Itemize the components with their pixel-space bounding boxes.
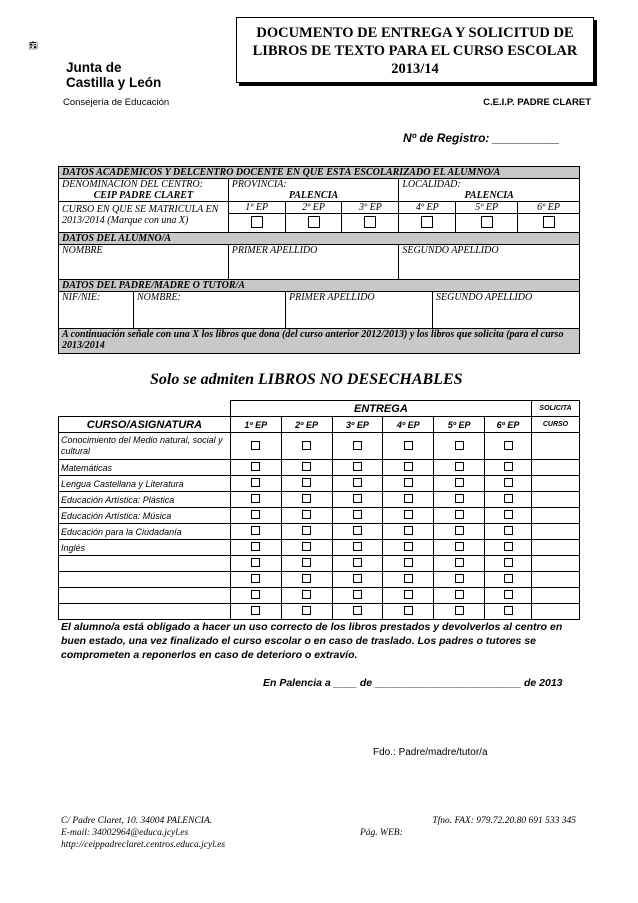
checkbox[interactable] [251,510,260,519]
entrega-cell[interactable] [281,588,332,604]
subject-row [59,476,580,492]
entrega-cell[interactable] [281,604,332,620]
centro-label: DENOMINACIÓN DEL CENTRO: [62,179,203,190]
checkbox[interactable] [251,526,260,535]
entrega-cell[interactable] [434,588,485,604]
checkbox[interactable] [504,590,513,599]
entrega-cell[interactable] [383,588,434,604]
checkbox[interactable] [504,441,513,450]
checkbox[interactable] [353,526,362,535]
footer-pag-web: Pág. WEB: [360,828,403,838]
checkbox[interactable] [251,441,260,450]
checkbox[interactable] [504,510,513,519]
logo-subtitle: Consejería de Educación [63,97,170,108]
subject-row [59,524,580,540]
entrega-grade-1: 1º EP [230,417,281,433]
entrega-cell[interactable] [434,508,485,524]
checkbox[interactable] [353,478,362,487]
entrega-cell[interactable] [332,588,383,604]
entrega-cell[interactable] [281,460,332,476]
checkbox[interactable] [353,462,362,471]
entrega-cell[interactable] [383,524,434,540]
checkbox[interactable] [251,558,260,567]
checkbox[interactable] [504,526,513,535]
entrega-cell[interactable] [434,604,485,620]
solicita-cell[interactable] [531,492,579,508]
apellido1-field[interactable]: PRIMER APELLIDO [228,245,399,280]
apellido2-field[interactable]: SEGUNDO APELLIDO [399,245,580,280]
checkbox[interactable] [251,478,260,487]
entrega-cell[interactable] [332,492,383,508]
logo-line2: Castilla y León [66,75,162,90]
entrega-cell[interactable] [383,508,434,524]
checkbox[interactable] [421,216,433,228]
footer-email: E-mail: 34002964@educa.jcyl.es [61,828,189,838]
checkbox[interactable] [302,558,311,567]
subject-name: Educación Artística: Música [59,508,231,524]
checkbox[interactable] [455,542,464,551]
checkbox[interactable] [404,574,413,583]
entrega-grade-3: 3º EP [332,417,383,433]
academic-data-table [58,166,580,354]
subject-name [59,588,231,604]
solicita-cell[interactable] [531,433,579,460]
checkbox[interactable] [404,526,413,535]
checkbox[interactable] [353,558,362,567]
entrega-cell[interactable] [230,588,281,604]
checkbox[interactable] [251,494,260,503]
checkbox[interactable] [455,478,464,487]
subject-name [59,604,231,620]
footer-left [61,815,225,851]
curso-label: CURSO EN QUE SE MATRICULA EN 2013/2014 (Marque con una X) [59,202,229,233]
footer-address: C/ Padre Claret, 10. 34004 PALENCIA. [61,816,213,826]
entrega-cell[interactable] [383,556,434,572]
checkbox[interactable] [353,510,362,519]
nombre-field[interactable]: NOMBRE [59,245,229,280]
entrega-grade-6: 6º EP [485,417,532,433]
entrega-cell[interactable] [485,476,532,492]
subject-name: Conocimiento del Medio natural, social y cultural [59,433,231,460]
registration-number: Nº de Registro: __________ [403,131,560,145]
section-padre-header: DATOS DEL PADRE/MADRE O TUTOR/A [59,280,580,292]
junta-logo-crest-icon [28,36,68,66]
provincia-cell [228,179,399,202]
checkbox[interactable] [302,542,311,551]
padre-row [59,292,580,329]
subject-row [59,492,580,508]
entrega-cell[interactable] [383,460,434,476]
entrega-cell[interactable] [332,460,383,476]
padre-apellido1-field[interactable]: PRIMER APELLIDO [286,292,433,328]
footer-right [360,815,576,839]
solicita-curso-header: CURSO [531,417,579,433]
entrega-cell[interactable] [230,433,281,460]
checkbox[interactable] [364,216,376,228]
provincia-label: PROVINCIA: [231,179,287,190]
entrega-cell[interactable] [485,540,532,556]
entrega-grade-2: 2º EP [281,417,332,433]
checkbox[interactable] [302,462,311,471]
solicita-cell[interactable] [531,460,579,476]
entrega-cell[interactable] [230,540,281,556]
checkbox[interactable] [404,510,413,519]
checkbox[interactable] [404,558,413,567]
instruction-text: A continuación señale con una X los libros que dona (del curso anterior 2012/2013) y los libros que solicita (para el curso 2013/2014 [59,329,580,354]
grade-6-label: 6º EP [518,202,580,214]
footer-phone: Tfno. FAX: 979.72.20.80 691 533 345 [432,816,576,826]
entrega-cell[interactable] [383,492,434,508]
entrega-cell[interactable] [485,433,532,460]
checkbox[interactable] [455,494,464,503]
entrega-cell[interactable] [230,492,281,508]
entrega-cell[interactable] [485,556,532,572]
grade-4-label: 4º EP [399,202,456,214]
entrega-cell[interactable] [485,524,532,540]
solicita-header: SOLICITA [531,401,579,417]
entrega-cell[interactable] [434,460,485,476]
entrega-cell[interactable] [485,588,532,604]
subject-row [59,433,580,460]
books-table [58,400,580,620]
entrega-cell[interactable] [281,508,332,524]
checkbox[interactable] [404,590,413,599]
entrega-cell[interactable] [383,540,434,556]
entrega-cell[interactable] [281,556,332,572]
entrega-cell[interactable] [281,524,332,540]
checkbox[interactable] [353,542,362,551]
grade-1-check[interactable] [228,214,285,233]
entrega-cell[interactable] [485,572,532,588]
curso-asignatura-header: CURSO/ASIGNATURA [59,417,231,433]
subject-row [59,460,580,476]
solicita-cell[interactable] [531,524,579,540]
checkbox[interactable] [251,216,263,228]
document-title: DOCUMENTO DE ENTREGA Y SOLICITUD DE LIBROS DE TEXTO PARA EL CURSO ESCOLAR 2013/14 [236,17,594,83]
solicita-cell[interactable] [531,508,579,524]
checkbox[interactable] [404,494,413,503]
entrega-cell[interactable] [434,492,485,508]
checkbox[interactable] [404,542,413,551]
entrega-cell[interactable] [434,540,485,556]
checkbox[interactable] [404,606,413,615]
subtitle: Solo se admiten LIBROS NO DESECHABLES [150,371,463,388]
checkbox[interactable] [455,590,464,599]
checkbox[interactable] [353,590,362,599]
checkbox[interactable] [504,542,513,551]
checkbox[interactable] [251,574,260,583]
entrega-cell[interactable] [230,508,281,524]
subject-name [59,572,231,588]
entrega-cell[interactable] [281,433,332,460]
checkbox[interactable] [251,590,260,599]
solicita-cell[interactable] [531,572,579,588]
subject-name: Educación Artística: Plástica [59,492,231,508]
subject-row [59,540,580,556]
entrega-cell[interactable] [332,508,383,524]
checkbox[interactable] [353,441,362,450]
subject-row [59,588,580,604]
checkbox[interactable] [302,606,311,615]
section-academic-header: DATOS ACADÉMICOS Y DELCENTRO DOCENTE EN QUE ESTÁ ESCOLARIZADO EL ALUMNO/A [59,167,580,179]
grade-3-check[interactable] [342,214,399,233]
checkbox[interactable] [302,574,311,583]
padre-apellido2-field[interactable]: SEGUNDO APELLIDO [436,292,533,303]
entrega-cell[interactable] [485,492,532,508]
entrega-cell[interactable] [332,524,383,540]
checkbox[interactable] [455,574,464,583]
entrega-cell[interactable] [281,492,332,508]
solicita-cell[interactable] [531,604,579,620]
entrega-header: ENTREGA [230,401,531,417]
subject-row [59,572,580,588]
obligation-note: El alumno/a está obligado a hacer un uso correcto de los libros prestados y devolverlos al centro en buen estado, una vez finalizado el curso escolar o en caso de traslado. Los padres o tutores se comprometen a reponerlos en caso de deterioro o extravío. [61,621,563,661]
localidad-value: PALENCIA [464,190,514,201]
checkbox[interactable] [302,494,311,503]
entrega-cell[interactable] [434,572,485,588]
solicita-cell[interactable] [531,556,579,572]
subject-name: Educación para la Ciudadanía [59,524,231,540]
checkbox[interactable] [404,441,413,450]
subject-name: Matemáticas [59,460,231,476]
school-name: C.E.I.P. PADRE CLARET [483,97,591,108]
entrega-cell[interactable] [332,433,383,460]
checkbox[interactable] [455,510,464,519]
entrega-cell[interactable] [281,572,332,588]
entrega-cell[interactable] [485,508,532,524]
grade-5-check[interactable] [456,214,518,233]
checkbox[interactable] [455,462,464,471]
entrega-cell[interactable] [332,540,383,556]
entrega-cell[interactable] [332,604,383,620]
entrega-cell[interactable] [434,476,485,492]
entrega-cell[interactable] [230,556,281,572]
checkbox[interactable] [455,558,464,567]
entrega-cell[interactable] [434,524,485,540]
subject-row [59,508,580,524]
grade-4-check[interactable] [399,214,456,233]
checkbox[interactable] [455,526,464,535]
checkbox[interactable] [404,462,413,471]
provincia-value: PALENCIA [288,190,339,201]
entrega-cell[interactable] [230,476,281,492]
entrega-cell[interactable] [230,572,281,588]
checkbox[interactable] [251,462,260,471]
checkbox[interactable] [504,558,513,567]
centro-value: CEIP PADRE CLARET [93,190,194,201]
checkbox[interactable] [353,574,362,583]
checkbox[interactable] [251,542,260,551]
checkbox[interactable] [251,606,260,615]
subject-row [59,604,580,620]
entrega-cell[interactable] [332,572,383,588]
checkbox[interactable] [353,494,362,503]
entrega-cell[interactable] [383,572,434,588]
nif-field[interactable]: NIF/NIE: [59,292,134,328]
signature-line: Fdo.: Padre/madre/tutor/a [373,747,488,758]
entrega-cell[interactable] [383,604,434,620]
checkbox[interactable] [302,441,311,450]
subject-name: Inglés [59,540,231,556]
localidad-cell [399,179,580,202]
subject-name: Lengua Castellana y Literatura [59,476,231,492]
entrega-cell[interactable] [485,604,532,620]
checkbox[interactable] [504,574,513,583]
solicita-cell[interactable] [531,588,579,604]
checkbox[interactable] [504,494,513,503]
centro-cell [59,179,229,202]
section-alumno-header: DATOS DEL ALUMNO/A [59,233,580,245]
checkbox[interactable] [455,441,464,450]
checkbox[interactable] [302,590,311,599]
padre-nombre-field[interactable]: NOMBRE: [134,292,286,328]
checkbox[interactable] [504,478,513,487]
grade-2-label: 2º EP [285,202,342,214]
checkbox[interactable] [543,216,555,228]
checkbox[interactable] [455,606,464,615]
entrega-cell[interactable] [434,556,485,572]
checkbox[interactable] [308,216,320,228]
solicita-cell[interactable] [531,476,579,492]
checkbox[interactable] [481,216,493,228]
entrega-cell[interactable] [383,476,434,492]
entrega-cell[interactable] [230,604,281,620]
entrega-grade-5: 5º EP [434,417,485,433]
subject-name [59,556,231,572]
entrega-cell[interactable] [281,540,332,556]
footer-web: http://ceippadreclaret.centros.educa.jcyl.es [61,840,226,850]
checkbox[interactable] [504,462,513,471]
grade-5-label: 5º EP [456,202,518,214]
entrega-cell[interactable] [332,556,383,572]
solicita-cell[interactable] [531,540,579,556]
place-date-line: En Palencia a ____ de _________________________ de 2013 [263,677,563,689]
localidad-label: LOCALIDAD: [402,179,461,190]
checkbox[interactable] [302,510,311,519]
entrega-cell[interactable] [485,460,532,476]
grade-1-label: 1º EP [228,202,285,214]
entrega-cell[interactable] [434,433,485,460]
checkbox[interactable] [404,478,413,487]
checkbox[interactable] [302,526,311,535]
checkbox[interactable] [504,606,513,615]
entrega-grade-4: 4º EP [383,417,434,433]
logo-line1: Junta de [66,60,122,75]
grade-6-check[interactable] [518,214,580,233]
entrega-cell[interactable] [230,524,281,540]
grade-3-label: 3º EP [342,202,399,214]
entrega-cell[interactable] [230,460,281,476]
checkbox[interactable] [353,606,362,615]
entrega-cell[interactable] [383,433,434,460]
entrega-cell[interactable] [281,476,332,492]
logo-text [66,60,161,90]
subject-row [59,556,580,572]
grade-2-check[interactable] [285,214,342,233]
entrega-cell[interactable] [332,476,383,492]
checkbox[interactable] [302,478,311,487]
